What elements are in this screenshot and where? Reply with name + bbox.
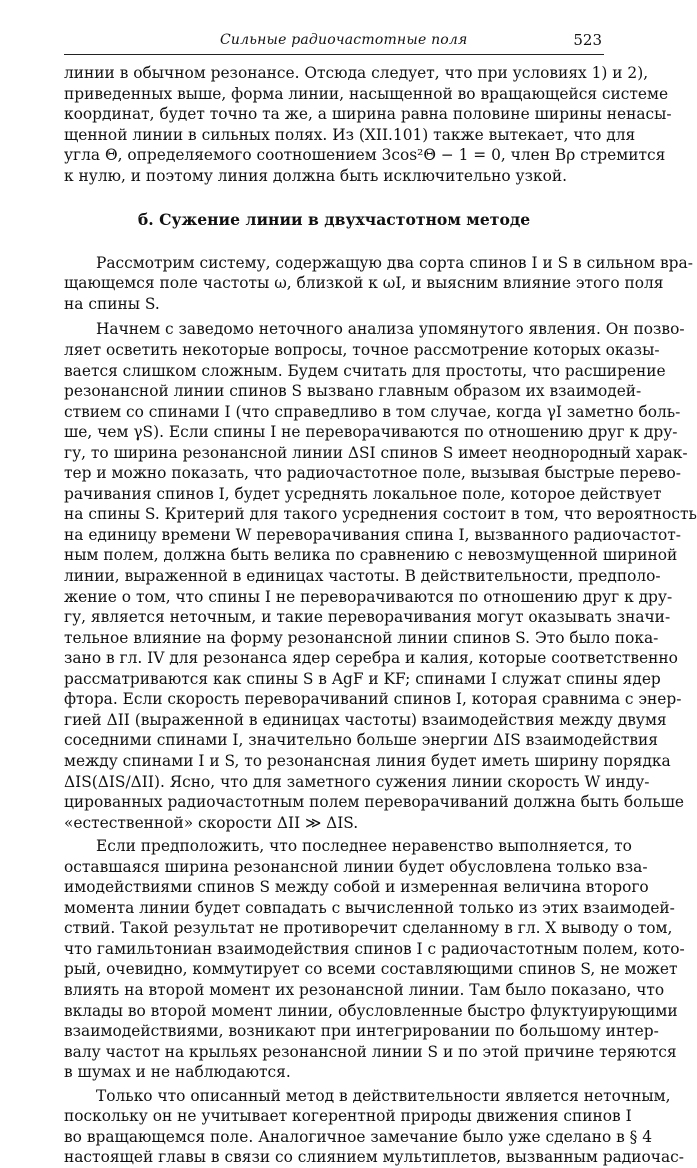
text-line: взаимодействиями, возникают при интегрировании по большому интер- [64,1022,659,1041]
carryover-paragraph [64,63,672,186]
text-line: щающемся поле частоты ω, близкой к ωI, и выясним влияние этого поля [64,274,664,293]
text-line: фтора. Если скорость переворачиваний спинов I, которая сравнима с энер- [64,690,682,709]
text-line: рачивания спинов I, будет усреднять локальное поле, которое действует [64,484,662,503]
text-line: валу частот на крыльях резонансной линии S и по этой причине теряются [64,1042,677,1061]
text-line: Начнем с заведомо неточного анализа упомянутого явления. Он позво- [96,320,685,339]
text-line: гу, является неточным, и такие переворачивания могут оказывать значи- [64,608,671,627]
text-line: вается слишком сложным. Будем считать для простоты, что расширение [64,361,666,380]
text-line: к нулю, и поэтому линия должна быть исключительно узкой. [64,166,568,185]
text-line: на спины S. Критерий для такого усреднения состоит в том, что вероятность [64,505,697,524]
page-number: 523 [573,31,602,49]
text-line: линии в обычном резонансе. Отсюда следует, что при условиях 1) и 2), [64,64,649,82]
paragraph-3 [64,836,685,1083]
text-line: момента линии будет совпадать с вычисленной только из этих взаимодей- [64,898,675,917]
text-line: приведенных выше, форма линии, насыщенной во вращающейся системе [64,84,669,103]
text-line: оставшаяся ширина резонансной линии будет обусловлена только вза- [64,857,648,876]
text-line: жение о том, что спины I не переворачиваются по отношению друг к дру- [64,587,673,606]
text-line: влиять на второй момент их резонансной линии. Там было показано, что [64,980,665,999]
text-line: угла Θ, определяемого соотношением 3cos²Θ − 1 = 0, член Bρ стремится [64,146,666,165]
text-line: «естественной» скорости ΔII ≫ ΔIS. [64,813,359,832]
text-line: на спины S. [64,294,160,313]
page-header [64,30,604,55]
text-line: Если предположить, что последнее неравенство выполняется, то [96,837,632,856]
text-line: Только что описанный метод в действительности является неточным, [96,1086,671,1105]
text-line: во вращающемся поле. Аналогичное замечание было уже сделано в § 4 [64,1127,653,1146]
text-line: что гамильтониан взаимодействия спинов I с радиочастотным полем, кото- [64,939,685,958]
paragraph-1 [64,253,693,315]
text-line: ше, чем γS). Если спины I не переворачиваются по отношению друг к дру- [64,423,678,442]
text-line: ным полем, должна быть велика по сравнению с невозмущенной шириной [64,546,678,565]
paragraph-4 [64,1086,684,1168]
text-line: зано в гл. IV для резонанса ядер серебра и калия, которые соответственно [64,649,678,668]
text-line: ΔIS(ΔIS/ΔII). Ясно, что для заметного сужения линии скорость W инду- [64,772,650,791]
text-line: гией ΔII (выраженной в единицах частоты) взаимодействия между двумя [64,710,667,729]
text-line: тельное влияние на форму резонансной линии спинов S. Это было пока- [64,628,659,647]
text-line: вклады во второй момент линии, обусловленные быстро флуктуирующими [64,1001,678,1020]
text-line: цированных радиочастотным полем переворачиваний должна быть больше [64,793,685,812]
text-line: имодействиями спинов S между собой и измеренная величина второго [64,878,649,897]
text-line: между спинами I и S, то резонансная линия будет иметь ширину порядка [64,751,671,770]
text-line: соседними спинами I, значительно больше энергии ΔIS взаимодействия [64,731,659,750]
section-heading: б. Сужение линии в двухчастотном методе [137,210,531,230]
running-title: Сильные радиочастотные поля [220,32,468,48]
paragraph-2 [64,319,697,833]
text-line: тер и можно показать, что радиочастотное поле, вызывая быстрые перево- [64,464,681,483]
text-line: ствий. Такой результат не противоречит сделанному в гл. X выводу о том, [64,919,673,938]
text-line: ствием со спинами I (что справедливо в том случае, когда γI заметно боль- [64,402,681,421]
text-line: рый, очевидно, коммутирует со всеми составляющими спинов S, не может [64,960,678,979]
text-line: рассматриваются как спины S в AgF и KF; спинами I служат спины ядер [64,669,661,688]
text-line: гу, то ширина резонансной линии ΔSI спинов S имеет неоднородный харак- [64,443,688,462]
text-line: поскольку он не учитывает когерентной природы движения спинов I [64,1107,632,1126]
text-line: координат, будет точно та же, а ширина равна половине ширины ненасы- [64,105,672,124]
text-line: в шумах и не наблюдаются. [64,1063,291,1082]
text-line: Рассмотрим систему, содержащую два сорта спинов I и S в сильном вра- [96,253,693,272]
page-body [64,63,697,1168]
text-line: ляет осветить некоторые вопросы, точное рассмотрение которых оказы- [64,341,660,360]
text-line: резонансной линии спинов S вызвано главным образом их взаимодей- [64,382,642,401]
text-line: щенной линии в сильных полях. Из (XII.101) также вытекает, что для [64,125,636,144]
text-line: линии, выраженной в единицах частоты. В действительности, предполо- [64,567,661,586]
text-line: настоящей главы в связи со слиянием мультиплетов, вызванным радиочас- [64,1148,684,1167]
text-line: на единицу времени W переворачивания спина I, вызванного радиочастот- [64,525,682,544]
